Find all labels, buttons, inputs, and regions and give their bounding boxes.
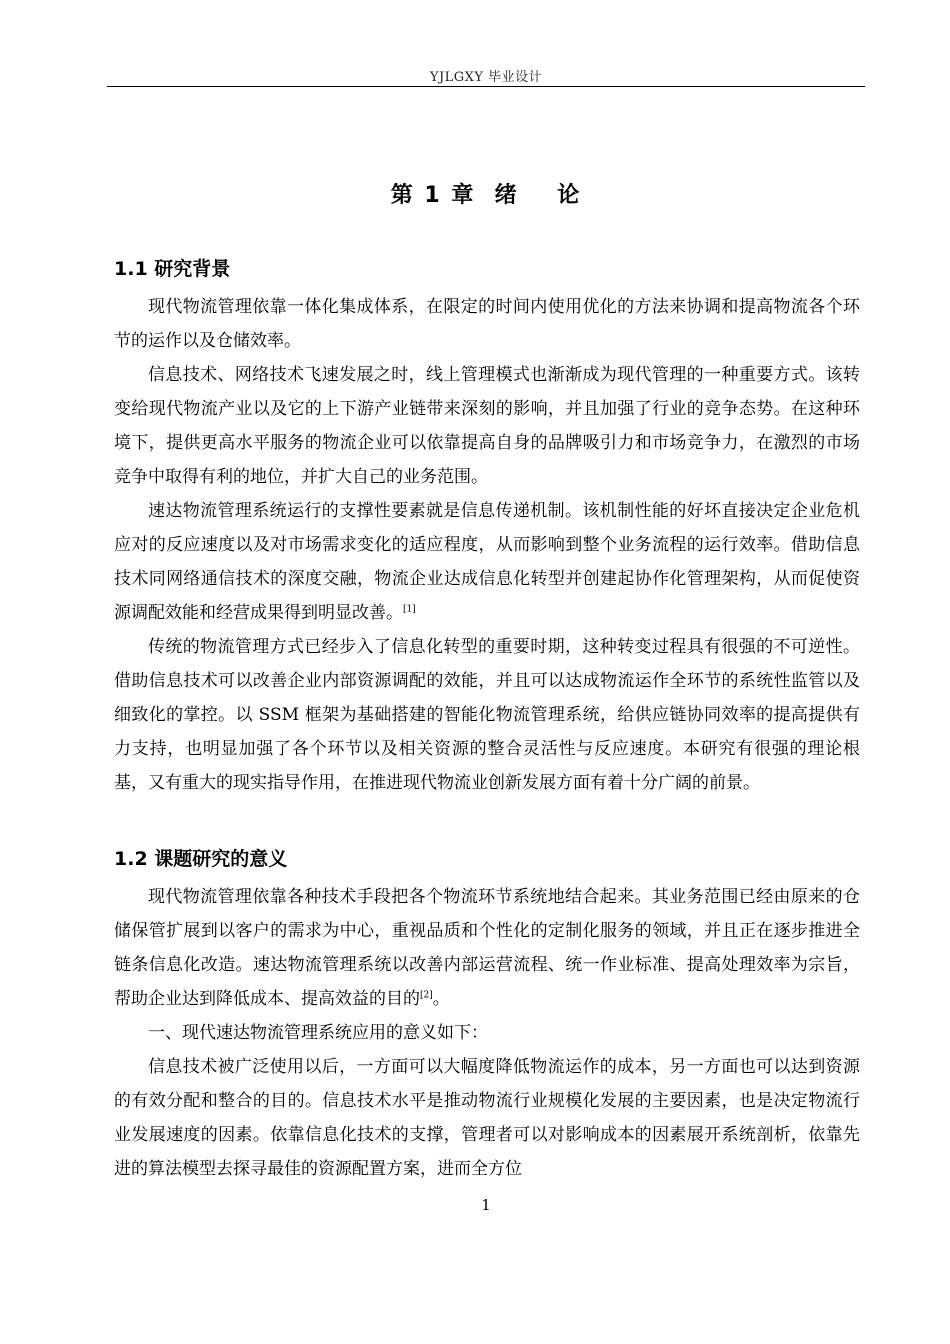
citation: [2] <box>420 990 433 1001</box>
paragraph: 传统的物流管理方式已经步入了信息化转型的重要时期，这种转变过程具有很强的不可逆性。借助信息技术可以改善企业内部资源调配的效能，并且可以达成物流运作全环节的系统性监管以及细致化的掌控。以 SSM 框架为基础搭建的智能化物流管理系统，给供应链协同效率的提高提供有力支持，也明显加强了各个环节以及相关资源的整合灵活性与反应速度。本研究有很强的理论根基，又有重大的现实指导作用，在推进现代物流业创新发展方面有着十分广阔的前景。 <box>114 637 860 793</box>
paragraph-end: 。 <box>432 989 450 1009</box>
paragraph: 信息技术、网络技术飞速发展之时，线上管理模式也渐渐成为现代管理的一种重要方式。该转变给现代物流产业以及它的上下游产业链带来深刻的影响，并且加强了行业的竞争态势。在这种环境下，提供更高水平服务的物流企业可以依靠提高自身的品牌吸引力和市场竞争力，在激烈的市场竞争中取得有利的地位，并扩大自己的业务范围。 <box>114 365 860 487</box>
page-number: 1 <box>481 1196 491 1214</box>
paragraph: 信息技术被广泛使用以后，一方面可以大幅度降低物流运作的成本，另一方面也可以达到资源的有效分配和整合的目的。信息技术水平是推动物流行业规模化发展的主要因素，也是决定物流行业发展速度的因素。依靠信息化技术的支撑，管理者可以对影响成本的因素展开系统剖析，依靠先进的算法模型去探寻最佳的资源配置方案，进而全方位 <box>114 1057 860 1179</box>
chapter-title: 第 1 章 绪 论 <box>390 183 582 208</box>
paragraph <box>114 494 860 630</box>
section-heading-1-2: 1.2 课题研究的意义 <box>114 848 288 870</box>
paragraph: 一、现代速达物流管理系统应用的意义如下： <box>148 1023 488 1043</box>
header-divider <box>107 86 865 87</box>
citation: [1] <box>403 604 416 615</box>
paragraph-text: 速达物流管理系统运行的支撑性要素就是信息传递机制。该机制性能的好坏直接决定企业危机应对的反应速度以及对市场需求变化的适应程度，从而影响到整个业务流程的运行效率。借助信息技术同网络通信技术的深度交融，物流企业达成信息化转型并创建起协作化管理架构，从而促使资源调配效能和经营成果得到明显改善。 <box>114 501 860 623</box>
section-heading-1-1: 1.1 研究背景 <box>114 258 231 280</box>
page-header: YJLGXY 毕业设计 <box>429 70 543 85</box>
paragraph-text: 现代物流管理依靠各种技术手段把各个物流环节系统地结合起来。其业务范围已经由原来的仓储保管扩展到以客户的需求为中心，重视品质和个性化的定制化服务的领域，并且正在逐步推进全链条信息化改造。速达物流管理系统以改善内部运营流程、统一作业标准、提高处理效率为宗旨，帮助企业达到降低成本、提高效益的目的 <box>114 887 860 1009</box>
paragraph: 现代物流管理依靠一体化集成体系，在限定的时间内使用优化的方法来协调和提高物流各个环节的运作以及仓储效率。 <box>114 297 860 351</box>
paragraph <box>114 880 860 1016</box>
